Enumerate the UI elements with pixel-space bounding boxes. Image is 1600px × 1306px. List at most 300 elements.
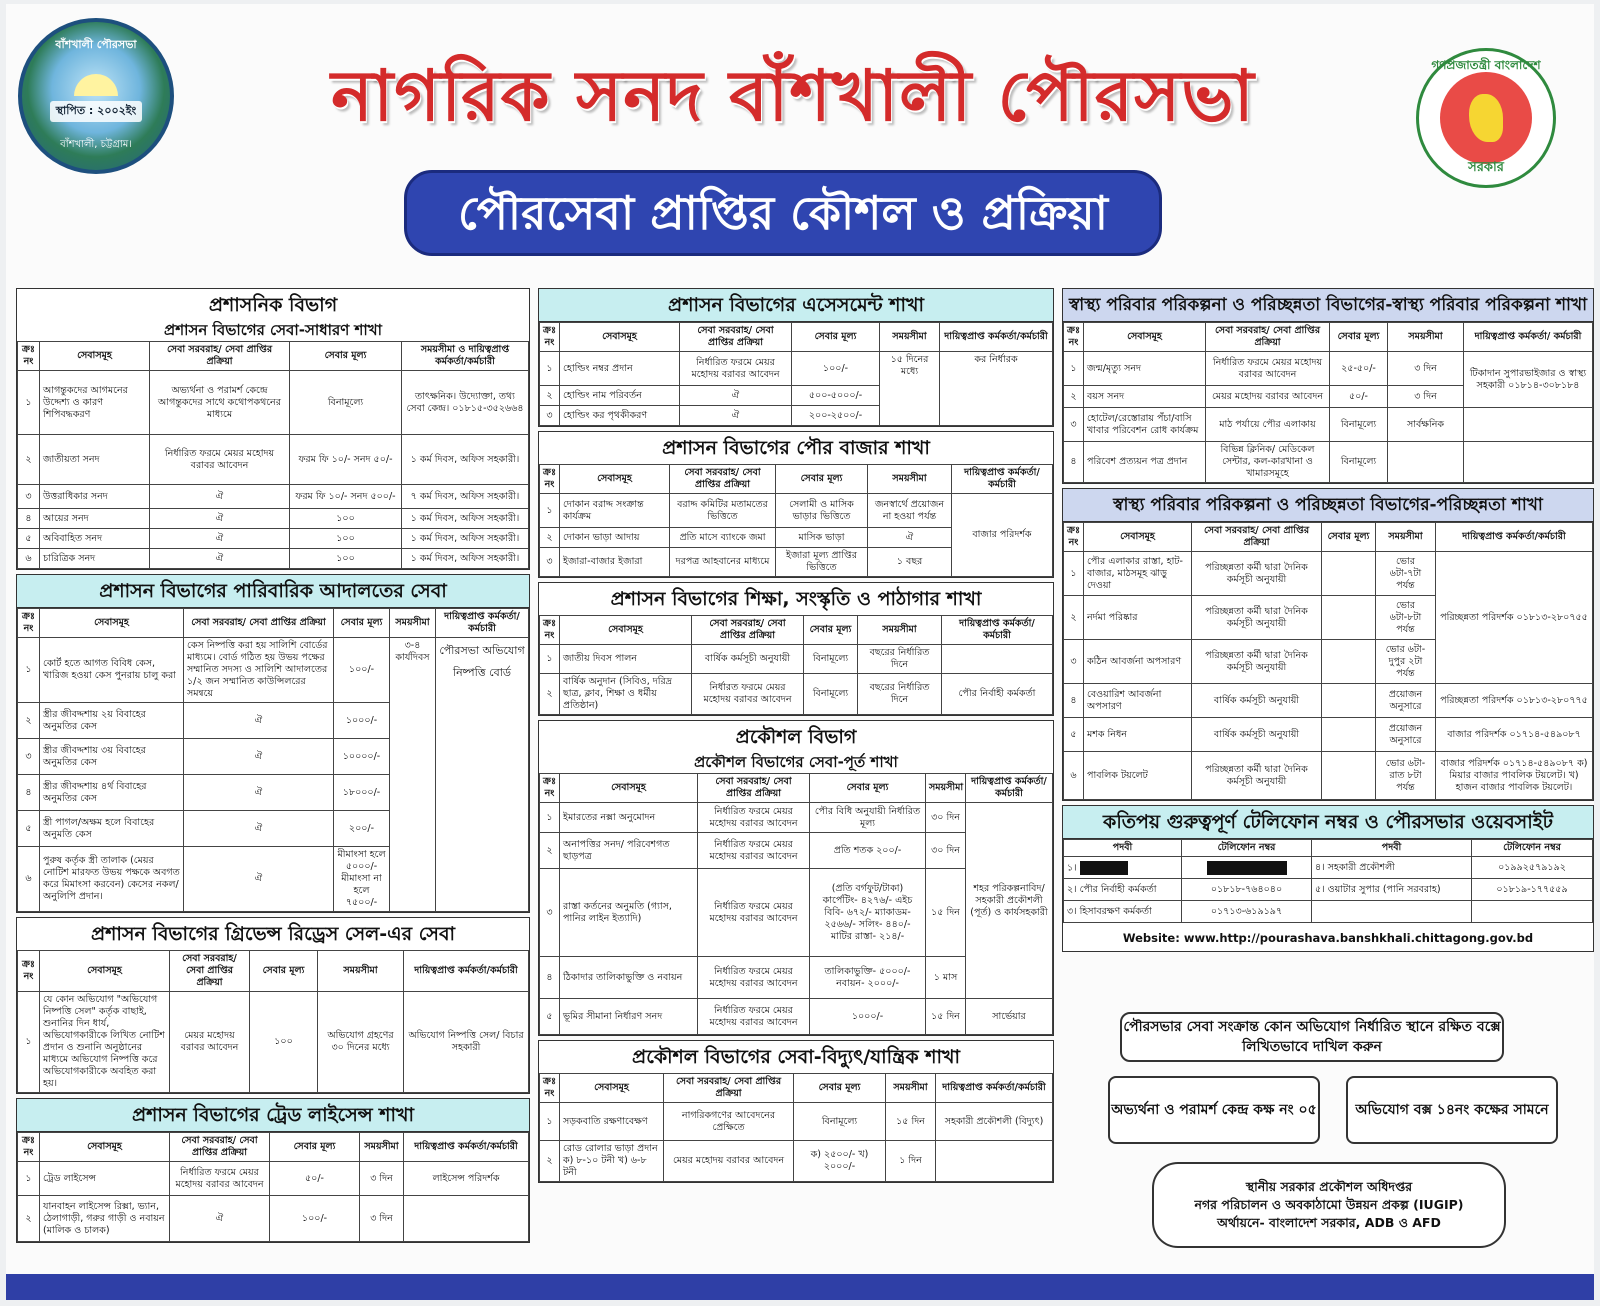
column-left	[16, 288, 530, 1247]
column-header: সেবাসমূহ	[40, 1133, 170, 1162]
table-cell: পরিচ্ছন্নতা কর্মী দ্বারা দৈনিক কর্মসূচী অনুযায়ী	[1192, 752, 1322, 800]
table-row	[540, 674, 1053, 715]
column-header: সেবার মূল্য	[270, 1133, 360, 1162]
table-cell: অভ্যর্থনা ও পরামর্শ কেন্দ্রে আগন্তুকদের সাথে কথোপকথনের মাধ্যমে	[150, 371, 290, 435]
website-link[interactable]: Website: www.http://pourashava.banshkhali.chittagong.gov.bd	[1122, 931, 1534, 945]
column-header: সময়সীমা	[1388, 323, 1464, 352]
table-cell: ১	[18, 638, 40, 703]
table-cell: সার্ভেয়ার	[966, 999, 1053, 1035]
table-cell: ঐ	[184, 703, 334, 739]
government-seal-logo	[1416, 48, 1556, 188]
table-cell	[1322, 596, 1376, 640]
citizen-charter-banner	[6, 4, 1594, 1300]
table-cell: সড়কবাতি রক্ষণাবেক্ষণ	[560, 1103, 664, 1141]
table-cell: ৪	[540, 957, 560, 999]
table-cell: প্রয়োজন অনুসারে	[1376, 718, 1436, 752]
table-cell	[942, 645, 1053, 674]
column-header: সেবা সরবরাহ/ সেবা প্রাপ্তির প্রক্রিয়া	[692, 616, 804, 645]
table-cell: জনস্বার্থে প্রয়োজন না হওয়া পর্যন্ত	[868, 494, 952, 528]
table-cell: ৫০/-	[1330, 386, 1388, 408]
table-cell: মশক নিধন	[1084, 718, 1192, 752]
column-header: সেবার মূল্য	[804, 616, 858, 645]
table-header-row	[540, 465, 1053, 494]
table-row	[1064, 718, 1593, 752]
table-cell: নির্ধারিত ফরমে মেয়র মহোদয় বরাবর আবেদন	[150, 435, 290, 485]
table-cell: ১০০	[290, 529, 402, 549]
table-header-row	[1064, 523, 1593, 552]
table-row	[1064, 752, 1593, 800]
table-cell: তালিকাভুক্তি- ৫০০০/- নবায়ন- ২০০০/-	[810, 957, 926, 999]
column-header: দায়িত্বপ্রাপ্ত কর্মকর্তা/ কর্মচারী	[942, 616, 1053, 645]
table-cell: মেয়র মহোদয় বরাবর আবেদন	[664, 1141, 794, 1182]
table-cell: পৌর বিধি অনুযায়ী নির্ধারিত মূল্য	[810, 803, 926, 833]
table-cell: বিভিন্ন ক্লিনিক/ মেডিকেল সেন্টার, কল-কারখানা ও খামারসমূহে	[1206, 442, 1330, 483]
table-cell: ২	[18, 703, 40, 739]
column-header: সময়সীমা	[318, 951, 404, 992]
table-cell: ১ কর্ম দিবস, অফিস সহকারী।	[402, 529, 529, 549]
table-cell: ০১৭১৩-৬১৯১৯৭	[1182, 901, 1312, 923]
table-cell: অভিযোগ গ্রহণের ৩০ দিনের মধ্যে	[318, 992, 404, 1093]
table-cell: ১০০০/-	[810, 999, 926, 1035]
table-cell: ৩	[18, 485, 40, 509]
column-header: ক্রঃ নং	[18, 609, 40, 638]
table-cell: কর নির্ধারক	[940, 352, 1053, 426]
table-cell: বিনামূল্যে	[794, 1103, 886, 1141]
column-header: সেবা সরবরাহ/ সেবা প্রাপ্তির প্রক্রিয়া	[1192, 523, 1322, 552]
column-header: সেবাসমূহ	[40, 342, 150, 371]
complaint-notice-box: পৌরসভার সেবা সংক্রান্ত কোন অভিযোগ নির্ধারিত স্থানে রক্ষিত বক্সে লিখিতভাবে দাখিল করুন	[1120, 1012, 1504, 1062]
table-cell: লাইসেন্স পরিদর্শক	[404, 1162, 529, 1196]
table-cell: ১ কর্ম দিবস, অফিস সহকারী।	[402, 509, 529, 529]
table-cell	[404, 1196, 529, 1242]
gov-seal-disc	[1440, 72, 1532, 164]
seal-top-text: বাঁশখালী পৌরসভা	[55, 38, 137, 51]
table-cell: বেওয়ারিশ আবর্জনা অপসারণ	[1084, 684, 1192, 718]
column-header: ক্রঃ নং	[1064, 523, 1084, 552]
table-cell	[1322, 718, 1376, 752]
table-cell	[1464, 442, 1593, 483]
table-cell: ক) ২৫০০/- খ) ২০০০/-	[794, 1141, 886, 1182]
column-header: সময়সীমা	[390, 609, 436, 638]
table-cell: ৫	[540, 999, 560, 1035]
table-cell: পরিবেশ প্রত্যয়ন পত্র প্রদান	[1084, 442, 1206, 483]
table-cell: উত্তরাধিকার সনদ	[40, 485, 150, 509]
table-cell: ২০০-২৫০০/-	[792, 406, 880, 426]
table-cell: বার্ষিক কর্মসূচী অনুযায়ী	[1192, 684, 1322, 718]
admin-general-section	[16, 288, 530, 570]
table-cell: সেলামী ও মাসিক ভাড়ার ভিত্তিতে	[776, 494, 868, 528]
table-cell: ঐ	[150, 549, 290, 569]
column-header: দায়িত্বপ্রাপ্ত কর্মকর্তা/ কর্মচারী	[952, 465, 1053, 494]
phone-numbers-section	[1062, 805, 1594, 952]
table-cell: ৫০০-৫০০০/-	[792, 386, 880, 406]
table-cell: রোড রোলার ভাড়া প্রদান ক) ৮-১০ টনী খ) ৬-৮ টনী	[560, 1141, 664, 1182]
table-cell: ১০০/-	[334, 638, 390, 703]
table-row	[540, 352, 1053, 386]
table-cell: নির্ধারিত ফরমে মেয়র মহোদয় বরাবর আবেদন	[698, 803, 810, 833]
column-header: সেবার মূল্য	[810, 774, 926, 803]
table-cell: ৬	[18, 847, 40, 912]
table-cell: ২	[540, 833, 560, 869]
table-cell: মেয়র মহোদয় বরাবর আবেদন	[170, 992, 250, 1093]
table-cell: দোকান ভাড়া আদায়	[560, 528, 670, 548]
table-cell: ৩০ দিন	[926, 833, 966, 869]
table-cell: ১০০০/-	[334, 703, 390, 739]
table-header-row	[540, 1074, 1053, 1103]
table-cell: ভোর ৬টা-৭টা পর্যন্ত	[1376, 552, 1436, 596]
table-cell: ১৫ দিনের মধ্যে	[880, 352, 940, 426]
table-cell: বার্ষিক কর্মসূচী অনুযায়ী	[692, 645, 804, 674]
table-cell: পরিচ্ছন্নতা পরিদর্শক ০১৮১৩-২৮০৭৭৫	[1436, 684, 1593, 718]
table-cell: সহকারী প্রকৌশলী (বিদ্যুৎ)	[936, 1103, 1053, 1141]
page-title: নাগরিক সনদ বাঁশখালী পৌরসভা	[331, 54, 1255, 137]
table-cell: মেয়র মহোদয় বরাবর আবেদন	[1206, 386, 1330, 408]
table-cell	[1322, 684, 1376, 718]
column-header: সেবাসমূহ	[560, 323, 680, 352]
table-cell: পৌর নির্বাহী কর্মকর্তা	[942, 674, 1053, 715]
table-cell: যে কোন অভিযোগ "অভিযোগ নিষ্পত্তি সেল" কর্তৃক বাছাই, শুনানির দিন ধার্য, অভিযোগকারীকে লিখিত নোটিশ প্রদান ও শুনানি অনুষ্ঠানের মাধ্যমে অভিযোগ নিষ্পত্তি করে অভিযোগকারীকে অবহিত করা হয়।	[40, 992, 170, 1093]
table-cell: ১০০/-	[270, 1196, 360, 1242]
column-header: সেবার মূল্য	[1322, 523, 1376, 552]
table-cell: ৪	[18, 509, 40, 529]
table-cell: ২	[1064, 596, 1084, 640]
municipality-seal-logo	[18, 18, 174, 174]
column-header: ক্রঃ নং	[1064, 323, 1084, 352]
table-cell: ঠিকাদার তালিকাভুক্তি ও নবায়ন	[560, 957, 698, 999]
seal-year-text: স্থাপিত : ২০০২ইং	[50, 101, 142, 122]
column-header: সেবা সরবরাহ/ সেবা প্রাপ্তির প্রক্রিয়া	[170, 951, 250, 992]
table-cell: ৩ দিন	[1388, 352, 1464, 386]
table-row	[18, 435, 529, 485]
table-cell: হোল্ডিং নাম পরিবর্তন	[560, 386, 680, 406]
table-header-row	[1064, 840, 1593, 857]
table-cell: মীমাংসা হলে ৫০০০/- মীমাংসা না হলে ৭৫০০/-	[334, 847, 390, 912]
lged-line-1: স্থানীয় সরকার প্রকৌশল অধিদপ্তর	[1245, 1179, 1413, 1194]
column-header: সেবাসমূহ	[40, 951, 170, 992]
table-cell: ২	[540, 674, 560, 715]
table-cell: ইমারতের নক্সা অনুমোদন	[560, 803, 698, 833]
table-cell: বিনামূল্যে	[1330, 442, 1388, 483]
table-cell: অভিযোগ নিষ্পত্তি সেল/ বিচার সহকারী	[404, 992, 529, 1093]
table-row	[18, 992, 529, 1093]
table-cell: ঐ	[184, 739, 334, 775]
column-header: ক্রঃ নং	[18, 342, 40, 371]
table-cell: পরিচ্ছন্নতা কর্মী দ্বারা দৈনিক কর্মসূচী অনুযায়ী	[1192, 640, 1322, 684]
health-family-section	[1062, 288, 1594, 484]
table-cell: নির্ধারিত ফরমে মেয়র মহোদয় বরাবর আবেদন	[680, 352, 792, 386]
table-cell	[1388, 442, 1464, 483]
section-title: প্রকৌশল বিভাগের সেবা-বিদ্যুৎ/যান্ত্রিক শাখা	[539, 1041, 1053, 1073]
column-header: ক্রঃ নং	[540, 1074, 560, 1103]
table-cell: ঐ	[170, 1196, 270, 1242]
table-cell: ১৮০০০/-	[334, 775, 390, 811]
trade-license-section	[16, 1098, 530, 1243]
table-cell: বিনামূল্যে	[1330, 408, 1388, 442]
lged-line-3: অর্থায়নে- বাংলাদেশ সরকার, ADB ও AFD	[1217, 1215, 1441, 1230]
column-header: সেবার মূল্য	[776, 465, 868, 494]
column-header: ক্রঃ নং	[540, 465, 560, 494]
column-header: ক্রঃ নং	[540, 616, 560, 645]
table-cell: ঐ	[680, 406, 792, 426]
table-cell: নাগরিকগণের আবেদনের প্রেক্ষিতে	[664, 1103, 794, 1141]
table-cell: ২	[1064, 386, 1084, 408]
table-cell: ৩	[18, 739, 40, 775]
table-row	[540, 1141, 1053, 1182]
table-cell: ৫০/-	[270, 1162, 360, 1196]
section-subtitle: প্রকৌশল বিভাগের সেবা-পূর্ত শাখা	[694, 753, 898, 771]
table-cell: বাজার পরিদর্শক ০১৭১৪-৫৪৯০৮৭	[1436, 718, 1593, 752]
table-cell: ইজারা মূল্য প্রাপ্তির ভিত্তিতে	[776, 548, 868, 577]
table-cell: যানবাহন লাইসেন্স রিক্সা, ভ্যান, ঠেলাগাড়ী, গরুর গাড়ী ও নবায়ন (মালিক ও চালক)	[40, 1196, 170, 1242]
table-row	[18, 1162, 529, 1196]
table-cell: ৩	[540, 869, 560, 957]
table-cell: ৩-৪ কার্যদিবস	[390, 638, 436, 912]
table-header-row	[540, 616, 1053, 645]
column-header: সময়সীমা	[1376, 523, 1436, 552]
table-row	[18, 529, 529, 549]
table-row	[1064, 552, 1593, 596]
table-cell: পৌর এলাকার রাস্তা, হাট-বাজার, মাঠসমূহ ঝাড়ু দেওয়া	[1084, 552, 1192, 596]
table-cell	[1322, 552, 1376, 596]
table-cell: বরাদ্দ কমিটির মতামতের ভিত্তিতে	[670, 494, 776, 528]
table-cell: ৪	[18, 775, 40, 811]
gov-seal-top-text: গণপ্রজাতন্ত্রী বাংলাদেশ	[1431, 58, 1541, 72]
column-header: সেবা সরবরাহ/ সেবা প্রাপ্তির প্রক্রিয়া	[670, 465, 776, 494]
column-header: ক্রঃ নং	[540, 774, 560, 803]
table-cell: নির্ধারিত ফরমে মেয়র মহোদয় বরাবর আবেদন	[698, 999, 810, 1035]
table-cell: ১ বছর	[868, 548, 952, 577]
table-cell	[1182, 857, 1312, 879]
table-cell: মাঠ পর্যায়ে পৌর এলাকায়	[1206, 408, 1330, 442]
table-cell: শহর পরিকল্পনাবিদ/ সহকারী প্রকৌশলী (পূর্ত) ও কার্যসহকারী	[966, 803, 1053, 999]
table-cell: ১	[540, 494, 560, 528]
table-cell: ২৫-৫০/-	[1330, 352, 1388, 386]
column-header: সেবাসমূহ	[1084, 523, 1192, 552]
table-cell: বিনামূল্যে	[290, 371, 402, 435]
section-title: স্বাস্থ্য পরিবার পরিকল্পনা ও পরিচ্ছন্নতা বিভাগের-স্বাস্থ্য পরিবার পরিকল্পনা শাখা	[1063, 289, 1593, 322]
table-cell: পাবলিক টয়লেট	[1084, 752, 1192, 800]
table-cell: ঐ	[184, 847, 334, 912]
assessment-section	[538, 288, 1054, 427]
services-table	[539, 1073, 1053, 1182]
table-cell: ১ কর্ম দিবস, অফিস সহকারী।	[402, 549, 529, 569]
table-cell: নির্ধারত ফরমে মেয়র মহোদয় বরাবর আবেদন	[692, 674, 804, 715]
table-cell: কঠিন আবর্জনা অপসারণ	[1084, 640, 1192, 684]
table-cell: ১০০/-	[792, 352, 880, 386]
services-table	[1063, 322, 1593, 483]
bazar-section	[538, 431, 1054, 578]
table-cell: নর্দমা পরিষ্কার	[1084, 596, 1192, 640]
column-header: সেবার মূল্য	[794, 1074, 886, 1103]
column-header: দায়িত্বপ্রাপ্ত কর্মকর্তা/ কর্মচারী	[1464, 323, 1593, 352]
column-header: ক্রঃ নং	[18, 1133, 40, 1162]
lged-line-2: নগর পরিচালন ও অবকাঠামো উন্নয়ন প্রকল্প (IUGIP)	[1194, 1197, 1464, 1212]
services-table	[17, 1132, 529, 1242]
table-cell: ১৫ দিন	[926, 869, 966, 957]
table-cell: ৪	[1064, 442, 1084, 483]
table-cell: নির্ধারিত ফরমে মেয়র মহোদয় বরাবর আবেদন	[698, 833, 810, 869]
table-cell: ৫	[1064, 718, 1084, 752]
engineering-section	[538, 720, 1054, 1036]
table-cell: পরিচ্ছন্নতা কর্মী দ্বারা দৈনিক কর্মসূচী অনুযায়ী	[1192, 596, 1322, 640]
table-cell: পৌরসভা অভিযোগ নিষ্পত্তি বোর্ড	[436, 638, 529, 912]
section-subtitle: প্রশাসন বিভাগের সেবা-সাধারণ শাখা	[164, 321, 382, 339]
section-title: প্রশাসন বিভাগের গ্রিভেন্স রিড্রেস সেল-এর সেবা	[17, 918, 529, 950]
table-cell: ৩	[540, 406, 560, 426]
services-table	[1063, 522, 1593, 800]
table-cell: ১	[540, 352, 560, 386]
table-cell: ৪। সহকারী প্রকৌশলী	[1312, 857, 1472, 879]
table-row	[540, 1103, 1053, 1141]
services-table	[539, 773, 1053, 1035]
column-header: পদবী	[1064, 840, 1182, 857]
table-cell: জাতীয়তা সনদ	[40, 435, 150, 485]
column-header: সেবা সরবরাহ/ সেবা প্রাপ্তির প্রক্রিয়া	[184, 609, 334, 638]
table-cell: হোল্ডিং কর পৃথকীকরণ	[560, 406, 680, 426]
section-title: প্রকৌশল বিভাগ	[539, 721, 1053, 753]
table-cell: চারিত্রিক সনদ	[40, 549, 150, 569]
table-row	[1064, 901, 1593, 923]
table-cell: ৩	[1064, 408, 1084, 442]
section-title: প্রশাসন বিভাগের শিক্ষা, সংস্কৃতি ও পাঠাগার শাখা	[539, 583, 1053, 615]
table-cell: কোর্ট হতে আগত বিবিধ কেস, খারিজ হওয়া কেস পুনরায় চালু করা	[40, 638, 184, 703]
table-cell: ৩ দিন	[360, 1162, 404, 1196]
column-header: দায়িত্বপ্রাপ্ত কর্মকর্তা/ কর্মচারী	[966, 774, 1053, 803]
table-cell: ১০০	[290, 509, 402, 529]
table-cell: ১	[540, 803, 560, 833]
table-cell: মাসিক ভাড়া	[776, 528, 868, 548]
table-row	[18, 371, 529, 435]
table-cell: পরিচ্ছন্নতা পরিদর্শক ০১৮১৩-২৮০৭৫৫	[1436, 552, 1593, 684]
section-title: প্রশাসনিক বিভাগ	[17, 289, 529, 321]
table-cell: ১৫ দিন	[926, 999, 966, 1035]
grievance-section	[16, 917, 530, 1094]
table-cell: ৫	[18, 529, 40, 549]
column-header: সময়সীমা	[886, 1074, 936, 1103]
table-header-row	[18, 951, 529, 992]
table-cell: বার্ষিক অনুদান (সিবিও, দরিদ্র ছাত্র, ক্লাব, শিক্ষা ও ধর্মীয় প্রতিষ্ঠান)	[560, 674, 692, 715]
table-cell: কেস নিষ্পত্তি করা হয় সালিশি বোর্ডের মাধ্যমে। বোর্ড গঠিত হয় উভয় পক্ষের সম্মানিত সদস্য ও সালিশি আদালতের ১/২ জন সম্মানিত কাউন্সিলরের সমন্বয়ে	[184, 638, 334, 703]
table-cell: ৭ কর্ম দিবস, অফিস সহকারী।	[402, 485, 529, 509]
table-cell: বাজার পরিদর্শক	[952, 494, 1053, 577]
table-cell: দোকান বরাদ্দ সংক্রান্ত কার্যক্রম	[560, 494, 670, 528]
table-cell: ৪	[1064, 684, 1084, 718]
table-cell: ৬	[1064, 752, 1084, 800]
table-cell: নির্ধারিত ফরমে মেয়র মহোদয় বরাবর আবেদন	[170, 1162, 270, 1196]
services-table	[539, 322, 1053, 426]
table-cell: ইজারা-বাজার ইজারা	[560, 548, 670, 577]
table-cell: বছরের নির্ধারিত দিনে	[858, 645, 942, 674]
table-header-row	[18, 609, 529, 638]
column-header: সেবা সরবরাহ/ সেবা প্রাপ্তির প্রক্রিয়া	[1206, 323, 1330, 352]
table-cell: ১০০	[290, 549, 402, 569]
table-cell: ভোর ৬টা-রাত ৮টা পর্যন্ত	[1376, 752, 1436, 800]
services-table	[539, 615, 1053, 715]
table-row	[540, 645, 1053, 674]
seal-bottom-text: বাঁশখালী, চট্টগ্রাম।	[60, 139, 132, 150]
table-cell: ৫	[18, 811, 40, 847]
table-row	[18, 485, 529, 509]
column-header: সেবাসমূহ	[560, 774, 698, 803]
table-cell	[1064, 857, 1182, 879]
table-row	[1064, 442, 1593, 483]
table-cell: ট্রেড লাইসেন্স	[40, 1162, 170, 1196]
table-cell: ২	[540, 528, 560, 548]
table-cell: আয়ের সনদ	[40, 509, 150, 529]
column-header: সেবার মূল্য	[334, 609, 390, 638]
table-cell-text: ১।	[1067, 862, 1077, 873]
table-row	[1064, 408, 1593, 442]
column-header: দায়িত্বপ্রাপ্ত কর্মকর্তা/কর্মচারী	[404, 1133, 529, 1162]
table-cell: ৩০ দিন	[926, 803, 966, 833]
column-header: পদবী	[1312, 840, 1472, 857]
services-table	[17, 608, 529, 912]
column-header: সেবাসমূহ	[560, 616, 692, 645]
section-title: প্রশাসন বিভাগের পারিবারিক আদালতের সেবা	[17, 575, 529, 608]
table-cell: নির্ধারিত ফরমে মেয়র মহোদয় বরাবর আবেদন	[698, 869, 810, 957]
table-cell: ঐ	[150, 509, 290, 529]
services-table	[17, 950, 529, 1093]
table-cell: ৩ দিন	[1388, 386, 1464, 408]
column-header: সময়সীমা	[926, 774, 966, 803]
table-cell	[1464, 408, 1593, 442]
bangladesh-map-icon	[1469, 94, 1503, 142]
column-header: দায়িত্বপ্রাপ্ত কর্মকর্তা/কর্মচারী	[940, 323, 1053, 352]
table-cell: ০১৯৯২৫৭৯১৯২	[1472, 857, 1593, 879]
table-cell: ভোর ৬টা-৮টা পর্যন্ত	[1376, 596, 1436, 640]
column-header: টেলিফোন নম্বর	[1472, 840, 1593, 857]
table-cell: ২। পৌর নির্বাহী কর্মকর্তা	[1064, 879, 1182, 901]
table-header-row	[540, 323, 1053, 352]
services-table	[539, 464, 1053, 577]
table-cell: ৩। হিসাবরক্ষণ কর্মকর্তা	[1064, 901, 1182, 923]
section-title: কতিপয় গুরুত্বপূর্ণ টেলিফোন নম্বর ও পৌরসভার ওয়েবসাইট	[1063, 806, 1593, 839]
table-cell: প্রতি শতক ২০০/-	[810, 833, 926, 869]
column-header: সেবার মূল্য	[792, 323, 880, 352]
table-cell: ৬	[18, 549, 40, 569]
section-title: প্রশাসন বিভাগের পৌর বাজার শাখা	[539, 432, 1053, 464]
table-cell: ঐ	[184, 775, 334, 811]
table-cell: স্ত্রীর জীবদ্দশায় ৪র্থ বিবাহের অনুমতির কেস	[40, 775, 184, 811]
column-header: দায়িত্বপ্রাপ্ত কর্মকর্তা/ কর্মচারী	[436, 609, 529, 638]
sun-icon	[74, 74, 118, 96]
table-cell: জাতীয় দিবস পালন	[560, 645, 692, 674]
table-cell: ঐ	[150, 485, 290, 509]
redacted-block	[1207, 861, 1287, 875]
table-cell: ১৫ দিন	[886, 1103, 936, 1141]
table-cell: বয়স সনদ	[1084, 386, 1206, 408]
table-cell: বছরের নির্ধারিত দিনে	[858, 674, 942, 715]
table-cell: ১	[540, 1103, 560, 1141]
table-cell: বিনামূল্যে	[804, 645, 858, 674]
table-cell	[1312, 901, 1472, 923]
column-header: টেলিফোন নম্বর	[1182, 840, 1312, 857]
table-header-row	[540, 774, 1053, 803]
column-header: সেবা সরবরাহ/ সেবা প্রাপ্তির প্রক্রিয়া	[150, 342, 290, 371]
table-row	[1064, 857, 1593, 879]
table-cell: জন্ম/মৃত্যু সনদ	[1084, 352, 1206, 386]
phone-table	[1063, 839, 1593, 923]
table-cell: হোটেল/রেস্তোরায় পঁচা/বাসি খাবার পরিবেশন রোধ কার্যক্রম	[1084, 408, 1206, 442]
section-title: প্রশাসন বিভাগের এসেসমেন্ট শাখা	[539, 289, 1053, 322]
table-cell: ফরম ফি ১০/- সনদ ৫০০/-	[290, 485, 402, 509]
redacted-block	[1080, 861, 1128, 875]
table-cell	[1322, 752, 1376, 800]
complaint-box-location: অভিযোগ বক্স ১৪নং কক্ষের সামনে	[1346, 1076, 1558, 1144]
services-table	[17, 341, 529, 569]
electrical-section	[538, 1040, 1054, 1183]
table-cell: ১	[1064, 552, 1084, 596]
